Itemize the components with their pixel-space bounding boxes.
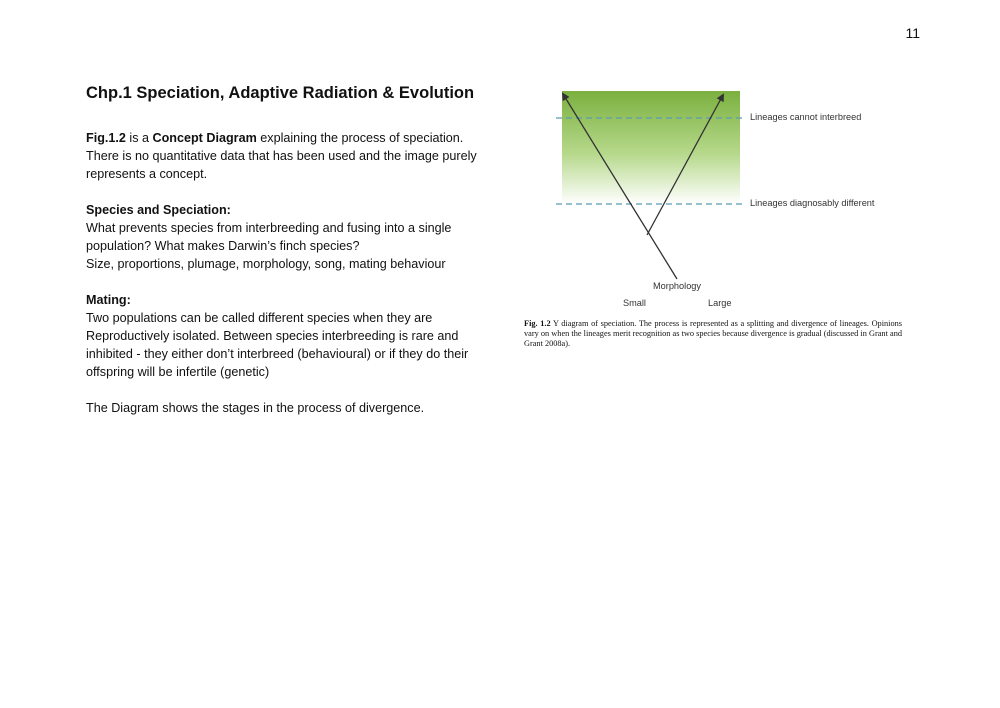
closing-paragraph: The Diagram shows the stages in the process of divergence. (86, 401, 425, 415)
mating-title: Mating: (86, 293, 131, 307)
fig-ref: Fig.1.2 (86, 131, 126, 145)
intro-text-1: is a (125, 131, 153, 145)
text-column (86, 84, 486, 435)
label-cannot-interbreed: Lineages cannot interbreed (750, 112, 862, 122)
mating-text: Two populations can be called different species when they are Reproductively isolated. Between species interbreeding is rare and inhibited - they either don’t interbreed (behavioural) or if they do their offspring will be infertile (genetic) (86, 311, 469, 379)
intro-text-2: explaining the process of speciation. There is no quantitative data that has been used and the image purely represents a concept. (86, 131, 477, 181)
figure-caption (524, 319, 902, 349)
species-title: Species and Speciation: (86, 203, 231, 217)
page-number: 11 (905, 25, 920, 41)
page-heading: Chp.1 Speciation, Adaptive Radiation & Evolution (86, 84, 475, 102)
axis-label-large: Large (708, 298, 732, 308)
species-line-2: Size, proportions, plumage, morphology, song, mating behaviour (86, 257, 446, 271)
caption-text: Y diagram of speciation. The process is represented as a splitting and divergence of lineages. Opinions vary on when the lineages merit recognition as two species because divergence is gradual (discussed in Grant and Grant 2008a). (524, 319, 902, 348)
speciation-figure (520, 82, 910, 372)
species-line-1: What prevents species from interbreeding and fusing into a single population? What makes Darwin’s finch species? (86, 221, 452, 253)
intro-paragraph (86, 129, 486, 183)
axis-label-small: Small (623, 298, 646, 308)
species-paragraph (86, 201, 486, 273)
caption-fig-ref: Fig. 1.2 (524, 319, 551, 328)
label-diagnosably-different: Lineages diagnosably different (750, 198, 875, 208)
concept-term: Concept Diagram (152, 131, 257, 145)
axis-label-morphology: Morphology (653, 281, 702, 291)
mating-paragraph (86, 291, 486, 381)
divergence-zone (562, 91, 740, 204)
